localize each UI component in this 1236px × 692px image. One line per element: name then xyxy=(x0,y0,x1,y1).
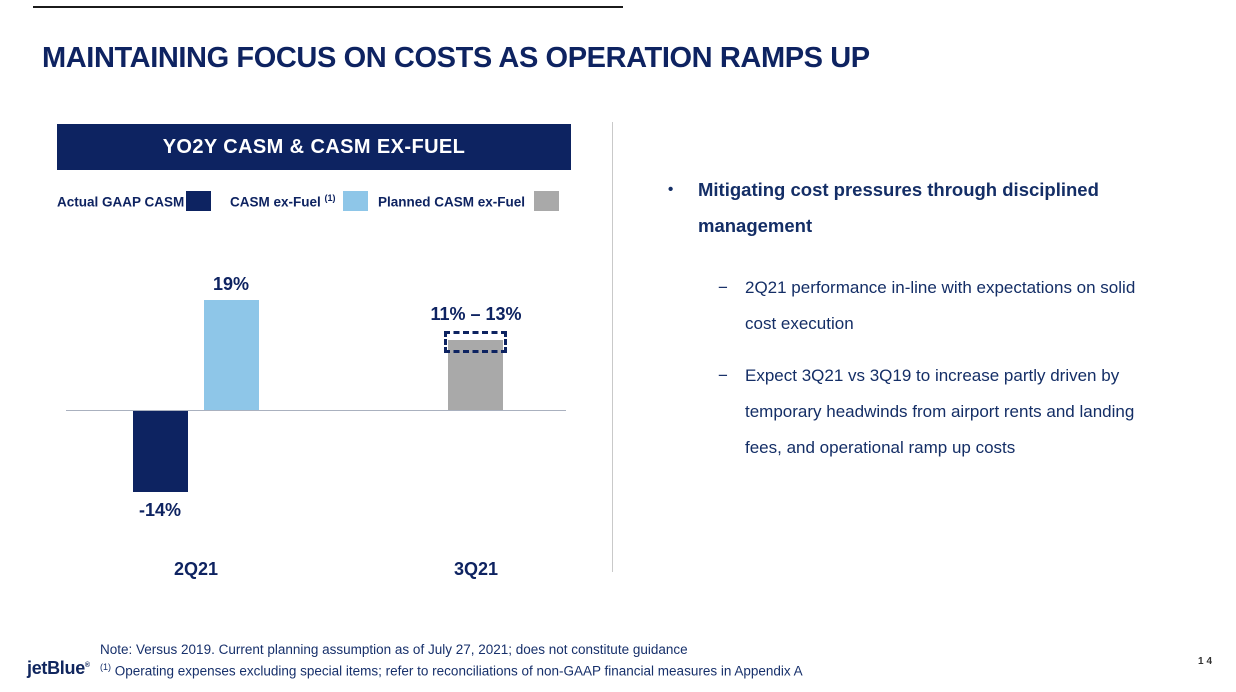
sub-bullet-1-text: 2Q21 performance in-line with expectations on solid cost execution xyxy=(745,278,1136,333)
bar-2q21-casm-ex-fuel xyxy=(204,300,259,410)
guidance-range-dashed-box xyxy=(444,331,507,353)
main-bullet xyxy=(668,172,1158,244)
vertical-divider xyxy=(612,122,613,572)
value-label-neg14pct: -14% xyxy=(138,500,182,520)
legend-swatch-actual-gaap-casm xyxy=(186,191,211,211)
bar-2q21-actual-gaap-casm xyxy=(133,411,188,492)
jetblue-logo: jetBlue® xyxy=(27,658,90,678)
main-bullet-text: Mitigating cost pressures through disciplined management xyxy=(698,179,1099,236)
page-title: MAINTAINING FOCUS ON COSTS AS OPERATION RAMPS UP xyxy=(42,42,870,74)
legend-swatch-planned-casm-ex-fuel xyxy=(534,191,559,211)
sub-bullet-2 xyxy=(718,358,1158,466)
value-label-19pct: 19% xyxy=(212,274,250,294)
sub-bullet-dash: − xyxy=(718,366,728,385)
sub-bullet-1 xyxy=(718,270,1158,342)
legend-label-planned-casm-ex-fuel: Planned CASM ex-Fuel xyxy=(378,194,526,210)
footnote-line-1: Note: Versus 2019. Current planning assumption as of July 27, 2021; does not constitute guidance xyxy=(100,642,688,657)
legend-label-actual-gaap-casm: Actual GAAP CASM xyxy=(57,194,185,210)
legend-label-casm-ex-fuel: CASM ex-Fuel $^{(1)}$ xyxy=(230,193,336,210)
category-label-3q21: 3Q21 xyxy=(453,559,499,579)
legend-swatch-casm-ex-fuel xyxy=(343,191,368,211)
chart-title-banner: YO2Y CASM & CASM EX-FUEL xyxy=(57,124,571,170)
page-number: 14 xyxy=(1198,656,1216,667)
bullet-dot: • xyxy=(668,181,674,198)
footnote-line-2: $^{(1)}$ Operating expenses excluding special items; refer to reconciliations of non-GAAP financial measures in Appendix A xyxy=(100,661,803,678)
footnote xyxy=(100,641,803,680)
value-label-11-13pct: 11% – 13% xyxy=(430,304,522,324)
commentary-panel xyxy=(668,172,1158,482)
top-rule xyxy=(33,6,623,8)
sub-bullet-2-text: Expect 3Q21 vs 3Q19 to increase partly driven by temporary headwinds from airport rents and landing fees, and operational ramp up costs xyxy=(745,366,1135,457)
registered-mark: ® xyxy=(84,662,90,669)
category-label-2q21: 2Q21 xyxy=(173,559,219,579)
sub-bullet-dash: − xyxy=(718,278,728,297)
